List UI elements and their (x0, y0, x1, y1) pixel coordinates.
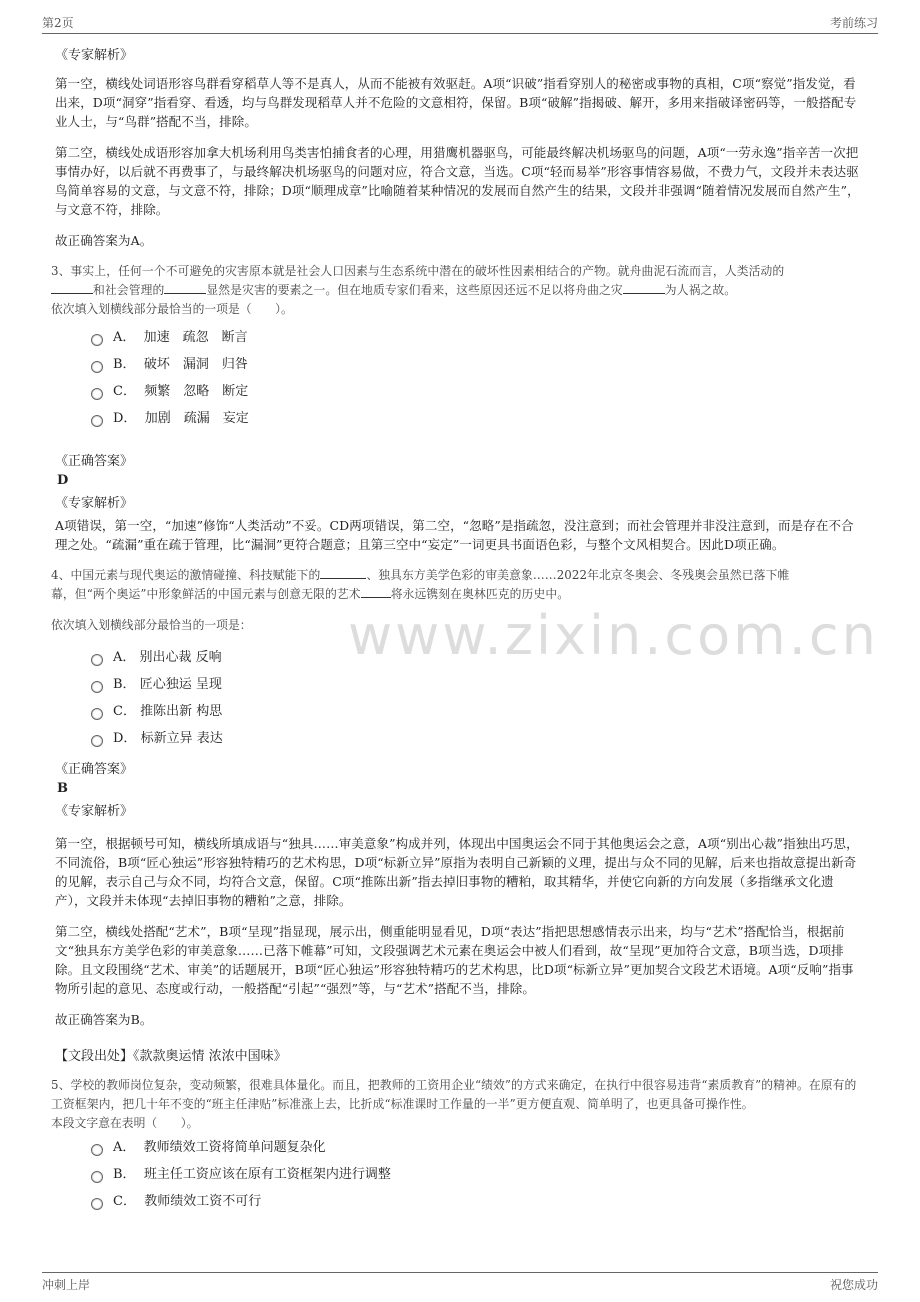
option-a[interactable]: A． 加速 疏忽 断言 (91, 324, 865, 351)
analysis-paragraph: 第二空，横线处搭配“艺术”，B项“呈现”指显现，展示出，侧重能明显看见，D项“表达”指把思想感情表示出来，均与“艺术”搭配恰当，根据前文“独具东方美学色彩的审美意象……已落下帷幕”可知，文段强调艺术元素在奥运会中被人们看到，故“呈现”更加符合文意，B项当选，D项排除。且文段围绕“艺术、审美”的话题展开，B项“匠心独运”形容独特精巧的艺术构思，比D项“标新立异”更加契合文段艺术语境。A项“反响”指事物所引起的意见、态度或行动，一般搭配“引起”“强烈”等，与“艺术”搭配不当，排除。 (55, 924, 854, 996)
watermark: www.zixin.com.cn (348, 604, 879, 667)
correct-answer: B (57, 781, 68, 796)
passage-source: 【文段出处】《款款奥运情 浓浓中国味》 (55, 1049, 287, 1064)
option-a[interactable]: A． 教师绩效工资将简单问题复杂化 (91, 1134, 865, 1161)
options-list (55, 644, 865, 752)
option-b[interactable]: B． 班主任工资应该在原有工资框架内进行调整 (91, 1161, 865, 1188)
radio-icon[interactable] (91, 361, 103, 373)
option-c[interactable]: C． 教师绩效工资不可行 (91, 1188, 865, 1215)
options-list (55, 324, 865, 432)
document-body (51, 42, 865, 1215)
expert-analysis-label: 《专家解析》 (55, 496, 134, 511)
correct-answer: D (57, 473, 69, 488)
radio-icon[interactable] (91, 708, 103, 720)
analysis-paragraph: 第一空，横线处词语形容鸟群看穿稻草人等不是真人，从而不能被有效驱赶。A项“识破”指看穿别人的秘密或事物的真相，C项“察觉”指发觉，看出来，D项“洞穿”指看穿、看透，均与鸟群发现稻草人并不危险的文意相符，保留。B项“破解”指揭破、解开，多用来指破译密码等，一般搭配专业人士，与“鸟群”搭配不当，排除。 (55, 76, 857, 129)
question-prompt: 依次填入划横线部分最恰当的一项是（ ）。 (51, 302, 293, 316)
option-c[interactable]: C． 推陈出新 构思 (91, 698, 865, 725)
option-c[interactable]: C． 频繁 忽略 断定 (91, 378, 865, 405)
expert-analysis-label: 《专家解析》 (55, 48, 134, 63)
option-b[interactable]: B． 破坏 漏洞 归咎 (91, 351, 865, 378)
page-header (42, 14, 878, 31)
radio-icon[interactable] (91, 654, 103, 666)
header-title: 考前练习 (829, 16, 878, 30)
question-5: 5、学校的教师岗位复杂，变动频繁，很难具体量化。而且，把教师的工资用企业“绩效”的方式来确定，在执行中很容易违背“素质教育”的精神。在原有的工资框架内，把几十年不变的“班主任津贴”标准涨上去，比折成“标准课时工作量的一半”更方便直观、简单明了，也更具备可操作性。 (51, 1078, 857, 1111)
fill-blank (623, 282, 665, 294)
option-b[interactable]: B． 匠心独运 呈现 (91, 671, 865, 698)
page-footer (42, 1276, 878, 1293)
option-a[interactable]: A． 别出心裁 反响 (91, 644, 865, 671)
question-prompt: 依次填入划横线部分最恰当的一项是： (51, 618, 252, 632)
radio-icon[interactable] (91, 1198, 103, 1210)
expert-analysis-label: 《专家解析》 (55, 804, 134, 819)
fill-blank (320, 567, 366, 579)
question-4: 4、中国元素与现代奥运的激情碰撞、科技赋能下的 、独具东方美学色彩的审美意象……2022年北京冬奥会、冬残奥会虽然已落下帷 幕，但“两个奥运”中形象鲜活的中国元素与创意无限的艺术 将永远镌刻在奥林匹克的历史中。 (51, 568, 790, 601)
fill-blank (361, 586, 391, 598)
question-prompt: 本段文字意在表明（ ）。 (51, 1116, 199, 1130)
fill-blank (51, 282, 93, 294)
question-3: 3、事实上，任何一个不可避免的灾害原本就是社会人口因素与生态系统中潜在的破坏性因素相结合的产物。就舟曲泥石流而言，人类活动的 和社会管理的 显然是灾害的要素之一。但在地质专家们看来，这些原因还远不足以将舟曲之灾 为人祸之故。 (51, 264, 785, 297)
correct-answer-label: 《正确答案》 (55, 454, 134, 469)
radio-icon[interactable] (91, 681, 103, 693)
page-number: 第2页 (42, 16, 74, 30)
options-list (55, 1134, 865, 1215)
conclusion: 故正确答案为A。 (55, 233, 153, 248)
option-d[interactable]: D． 加剧 疏漏 妄定 (91, 405, 865, 432)
analysis-paragraph: 第一空，根据顿号可知，横线所填成语与“独具……审美意象”构成并列，体现出中国奥运会不同于其他奥运会之意，A项“别出心裁”指独出巧思，不同流俗，B项“匠心独运”形容独特精巧的艺术构思，D项“标新立异”原指为表明自己新颖的义理，提出与众不同的见解，后来也指故意提出新奇的见解，表示自己与众不同，均符合文意，保留。C项“推陈出新”指去掉旧事物的糟粕，取其精华，并使它向新的方向发展（多指继承文化遗产），文段并未体现“去掉旧事物的糟粕”之意，排除。 (55, 836, 859, 908)
radio-icon[interactable] (91, 415, 103, 427)
footer-left-text: 冲刺上岸 (42, 1278, 91, 1292)
radio-icon[interactable] (91, 388, 103, 400)
radio-icon[interactable] (91, 735, 103, 747)
fill-blank (164, 282, 206, 294)
footer-right-text: 祝您成功 (829, 1278, 878, 1292)
radio-icon[interactable] (91, 334, 103, 346)
footer-divider (42, 1272, 878, 1273)
conclusion: 故正确答案为B。 (55, 1012, 153, 1027)
analysis-paragraph: 第二空，横线处成语形容加拿大机场利用鸟类害怕捕食者的心理，用猎鹰机器驱鸟，可能最终解决机场驱鸟的问题，A项“一劳永逸”指辛苦一次把事情办好，以后就不再费事了，与最终解决机场驱鸟的问题对应，符合文意，当选。C项“轻而易举”形容事情容易做，不费力气，文段并未表达驱鸟简单容易的文意，与文意不符，排除；D项“顺理成章”比喻随着某种情况的发展而自然产生的结果，文段并非强调“随着情况发展而自然产生”，与文意不符，排除。 (55, 145, 860, 217)
header-divider (42, 33, 878, 34)
option-d[interactable]: D． 标新立异 表达 (91, 725, 865, 752)
analysis-paragraph: A项错误，第一空，“加速”修饰“人类活动”不妥。CD两项错误，第二空，“忽略”是指疏忽，没注意到；而社会管理并非没注意到，而是存在不合理之处。“疏漏”重在疏于管理，比“漏洞”更符合题意；且第三空中“妄定”一词更具书面语色彩，与整个文风相契合。因此D项正确。 (55, 518, 854, 552)
correct-answer-label: 《正确答案》 (55, 762, 134, 777)
radio-icon[interactable] (91, 1171, 103, 1183)
radio-icon[interactable] (91, 1144, 103, 1156)
